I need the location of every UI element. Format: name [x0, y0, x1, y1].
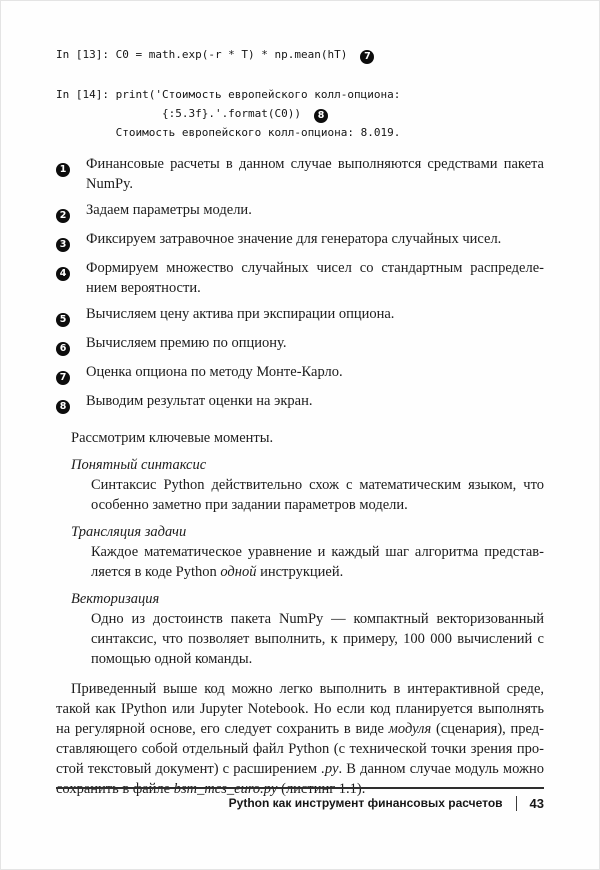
callout-text: Вычисляем премию по опциону. [86, 335, 287, 351]
callout-badge-1-icon: 1 [56, 163, 70, 177]
topic-heading: Трансляция задачи [71, 524, 187, 540]
callout-badge-7-icon: 7 [360, 50, 374, 64]
intro-paragraph: Рассмотрим ключевые моменты. [71, 430, 274, 446]
callout-item [56, 200, 544, 223]
topic-heading: Понятный синтаксис [71, 457, 207, 473]
code-output [56, 123, 544, 142]
callout-badge-3-icon: 3 [56, 238, 70, 252]
callout-item [56, 229, 544, 252]
page-content [1, 1, 599, 799]
callout-text: Оценка опциона по методу Монте-Карло. [86, 364, 343, 380]
topic-body: Одно из достоинств пакета NumPy — компактный векторизованный синтаксис, что позволяет выполнить, к примеру, 100 000 вычислений с помощью одной команды. [91, 611, 544, 667]
callout-badge-8-icon: 8 [314, 109, 328, 123]
callout-item [56, 333, 544, 356]
code-line [56, 85, 544, 104]
code-output-text: Стоимость европейского колл-опциона: 8.019. [56, 126, 401, 139]
topic-problem-translation [56, 522, 544, 582]
code-cell-in13 [56, 45, 544, 64]
code-cell-in14 [56, 85, 544, 142]
page-number: 43 [529, 796, 544, 811]
topic-body: Синтаксис Python действительно схож с математическим языком, что особенно заметно при задании параметров модели. [91, 477, 544, 513]
callout-list [56, 154, 544, 414]
code-text: In [14]: print('Стоимость европейского колл-опциона: [56, 88, 401, 101]
callout-text: Выводим результат оценки на экран. [86, 393, 313, 409]
callout-badge-5-icon: 5 [56, 313, 70, 327]
topic-clear-syntax [56, 455, 544, 515]
topic-vectorization [56, 589, 544, 669]
callout-badge-7-list-icon: 7 [56, 371, 70, 385]
topic-body: Каждое математическое уравнение и каждый шаг алгоритма представляется в коде Python одной инструкцией. [91, 544, 544, 580]
code-line [56, 45, 544, 64]
callout-text: Задаем параметры модели. [86, 202, 252, 218]
callout-item [56, 362, 544, 385]
callout-item [56, 154, 544, 194]
callout-text: Формируем множество случайных чисел со стандартным распределением вероятности. [86, 260, 544, 296]
callout-text: Фиксируем затравочное значение для генератора случайных чисел. [86, 231, 502, 247]
code-text: {:5.3f}.'.format(C0)) [56, 107, 302, 120]
closing-paragraph: Приведенный выше код можно легко выполнить в интерактивной среде, такой как IPython или Jupyter Notebook. Но если код планируется выполнять на регулярной основе, его следует сохранить в виде модуля (сценария), представляющего собой отдельный файл Python (с технической точки зрения простой текстовый документ) с расширением .py. В данном случае модуль можно сохранить в файле bsm_mcs_euro.py (листинг 1.1). [56, 681, 545, 797]
callout-badge-2-icon: 2 [56, 209, 70, 223]
callout-item [56, 258, 544, 298]
callout-badge-8-list-icon: 8 [56, 400, 70, 414]
callout-text: Финансовые расчеты в данном случае выполняются средствами пакета NumPy. [86, 156, 544, 192]
callout-badge-6-icon: 6 [56, 342, 70, 356]
callout-badge-4-icon: 4 [56, 267, 70, 281]
code-line [56, 104, 544, 123]
topic-heading: Векторизация [71, 591, 160, 607]
running-title: Python как инструмент финансовых расчетов [228, 796, 503, 810]
footer-divider [516, 796, 517, 811]
code-text: In [13]: C0 = math.exp(-r * T) * np.mean(hT) [56, 48, 348, 61]
callout-item [56, 391, 544, 414]
callout-item [56, 304, 544, 327]
page-footer [56, 787, 544, 811]
callout-text: Вычисляем цену актива при экспирации опциона. [86, 306, 395, 322]
